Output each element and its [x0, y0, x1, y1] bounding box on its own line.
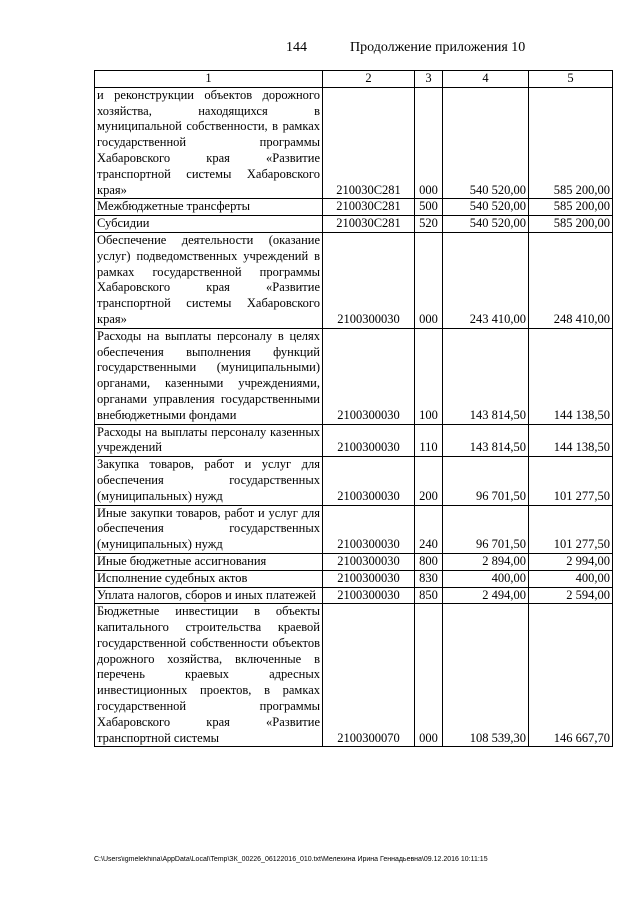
row-csr-cell: 210030С281: [323, 87, 415, 199]
row-sum1-cell: 143 814,50: [443, 424, 529, 457]
row-sum1-cell: 96 701,50: [443, 457, 529, 505]
row-sum1-cell: 243 410,00: [443, 232, 529, 328]
footer-file-path: C:\Users\igmelekhina\AppData\Local\Temp\ЗК_00226_06122016_010.txt\Мелехина Ирина Геннадьевна\09.12.2016 10:11:15: [94, 856, 488, 863]
table-row: [95, 505, 613, 553]
row-sum2-cell: 101 277,50: [529, 505, 613, 553]
row-csr-cell: 2100300030: [323, 587, 415, 604]
row-sum2-cell: 400,00: [529, 570, 613, 587]
row-sum1-cell: 2 494,00: [443, 587, 529, 604]
row-sum2-cell: 585 200,00: [529, 216, 613, 233]
row-vr-cell: 000: [415, 232, 443, 328]
row-sum1-cell: 2 894,00: [443, 553, 529, 570]
row-name-cell: Иные закупки товаров, работ и услуг для обеспечения государственных (муниципальных) нужд: [95, 505, 323, 553]
row-name-cell: Субсидии: [95, 216, 323, 233]
row-csr-cell: 210030С281: [323, 216, 415, 233]
row-name-cell: Обеспечение деятельности (оказание услуг) подведомственных учреждений в рамках государственной программы Хабаровского края «Развитие транспортной системы Хабаровского края»: [95, 232, 323, 328]
row-vr-cell: 520: [415, 216, 443, 233]
row-name-cell: Закупка товаров, работ и услуг для обеспечения государственных (муниципальных) нужд: [95, 457, 323, 505]
row-name-cell: Межбюджетные трансферты: [95, 199, 323, 216]
table-row: [95, 604, 613, 747]
row-sum1-cell: 400,00: [443, 570, 529, 587]
row-csr-cell: 2100300030: [323, 424, 415, 457]
column-header-4: 4: [443, 71, 529, 88]
page-caption: Продолжение приложения 10: [350, 40, 526, 55]
row-sum2-cell: 585 200,00: [529, 199, 613, 216]
row-csr-cell: 2100300030: [323, 553, 415, 570]
row-sum1-cell: 540 520,00: [443, 199, 529, 216]
column-header-3: 3: [415, 71, 443, 88]
row-csr-cell: 2100300070: [323, 604, 415, 747]
row-sum2-cell: 248 410,00: [529, 232, 613, 328]
row-vr-cell: 850: [415, 587, 443, 604]
table-body: [95, 87, 613, 747]
row-sum2-cell: 144 138,50: [529, 424, 613, 457]
row-vr-cell: 800: [415, 553, 443, 570]
row-csr-cell: 210030С281: [323, 199, 415, 216]
row-sum1-cell: 108 539,30: [443, 604, 529, 747]
page-number: 144: [286, 40, 307, 55]
row-csr-cell: 2100300030: [323, 328, 415, 424]
column-header-5: 5: [529, 71, 613, 88]
row-vr-cell: 000: [415, 87, 443, 199]
row-sum1-cell: 143 814,50: [443, 328, 529, 424]
row-sum1-cell: 540 520,00: [443, 216, 529, 233]
row-name-cell: Расходы на выплаты персоналу казенных учреждений: [95, 424, 323, 457]
row-sum1-cell: 540 520,00: [443, 87, 529, 199]
table-header: [95, 71, 613, 88]
row-name-cell: Бюджетные инвестиции в объекты капитального строительства краевой государственной собственности объектов дорожного хозяйства, включенные в перечень краевых адресных инвестиционных проектов, в рамках государственной программы Хабаровского края «Развитие транспортной системы: [95, 604, 323, 747]
table-row: [95, 553, 613, 570]
table-row: [95, 570, 613, 587]
row-sum2-cell: 146 667,70: [529, 604, 613, 747]
row-name-cell: Исполнение судебных актов: [95, 570, 323, 587]
page-header: [0, 40, 640, 60]
row-vr-cell: 500: [415, 199, 443, 216]
row-sum2-cell: 2 994,00: [529, 553, 613, 570]
table-row: [95, 424, 613, 457]
row-sum1-cell: 96 701,50: [443, 505, 529, 553]
row-vr-cell: 240: [415, 505, 443, 553]
row-sum2-cell: 101 277,50: [529, 457, 613, 505]
row-csr-cell: 2100300030: [323, 457, 415, 505]
column-header-1: 1: [95, 71, 323, 88]
budget-table: [94, 70, 613, 747]
table-row: [95, 232, 613, 328]
row-vr-cell: 830: [415, 570, 443, 587]
table-row: [95, 216, 613, 233]
row-vr-cell: 000: [415, 604, 443, 747]
row-csr-cell: 2100300030: [323, 505, 415, 553]
row-sum2-cell: 144 138,50: [529, 328, 613, 424]
table-row: [95, 199, 613, 216]
row-name-cell: Уплата налогов, сборов и иных платежей: [95, 587, 323, 604]
row-csr-cell: 2100300030: [323, 232, 415, 328]
table-row: [95, 587, 613, 604]
row-sum2-cell: 2 594,00: [529, 587, 613, 604]
row-sum2-cell: 585 200,00: [529, 87, 613, 199]
row-vr-cell: 200: [415, 457, 443, 505]
table-row: [95, 457, 613, 505]
row-name-cell: Иные бюджетные ассигнования: [95, 553, 323, 570]
row-vr-cell: 100: [415, 328, 443, 424]
table-row: [95, 87, 613, 199]
row-name-cell: Расходы на выплаты персоналу в целях обеспечения выполнения функций государственными (муниципальными) органами, казенными учреждениями, органами управления государственными внебюджетными фондами: [95, 328, 323, 424]
column-header-2: 2: [323, 71, 415, 88]
column-number-row: [95, 71, 613, 88]
row-name-cell: и реконструкции объектов дорожного хозяйства, находящихся в муниципальной собственности, в рамках государственной программы Хабаровского края «Развитие транспортной системы Хабаровского края»: [95, 87, 323, 199]
row-vr-cell: 110: [415, 424, 443, 457]
row-csr-cell: 2100300030: [323, 570, 415, 587]
table-row: [95, 328, 613, 424]
